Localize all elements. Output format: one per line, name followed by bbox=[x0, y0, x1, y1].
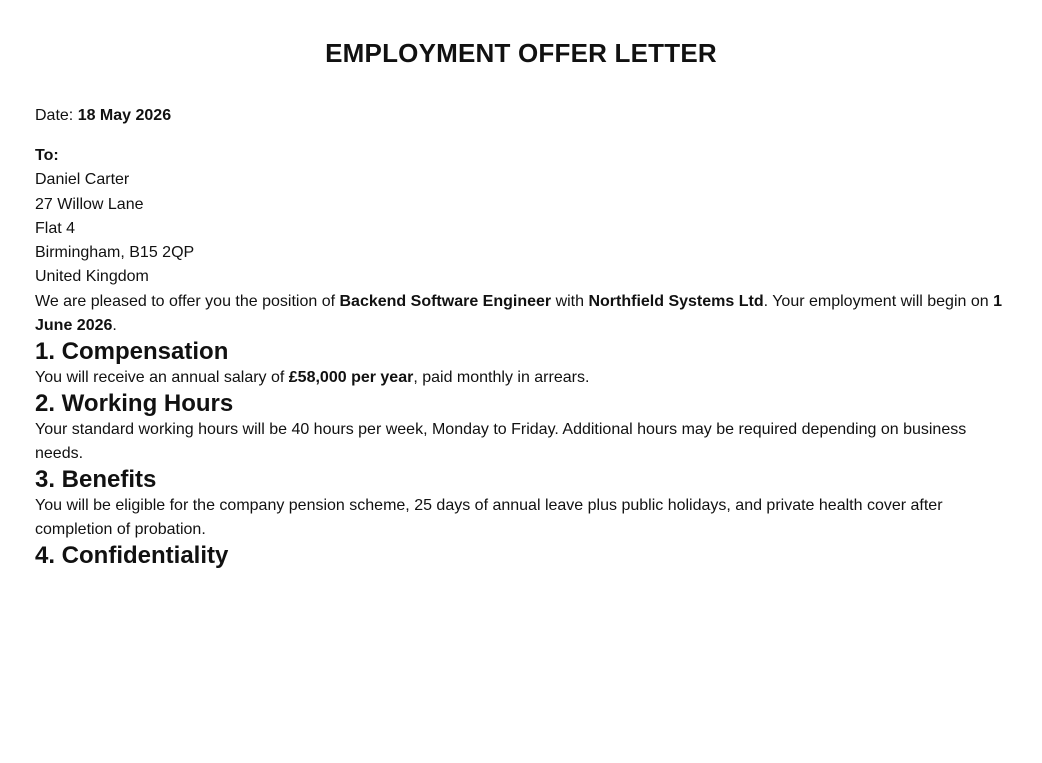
company-name: Northfield Systems Ltd bbox=[588, 292, 764, 310]
benefits-paragraph: You will be eligible for the company pension scheme, 25 days of annual leave plus public holidays, and private health cover after completion of probation. bbox=[35, 496, 943, 538]
recipient-name: Daniel Carter bbox=[35, 171, 130, 189]
intro-paragraph bbox=[35, 290, 1007, 338]
position-title: Backend Software Engineer bbox=[339, 292, 552, 310]
recipient-city: Birmingham, B15 2QP bbox=[35, 244, 195, 262]
salary-amount: £58,000 per year bbox=[288, 368, 414, 386]
recipient-country: United Kingdom bbox=[35, 268, 149, 286]
intro-text: with bbox=[551, 292, 589, 310]
compensation-heading: 1. Compensation bbox=[35, 337, 229, 365]
working-hours-heading: 2. Working Hours bbox=[35, 389, 234, 417]
date-value: 18 May 2026 bbox=[77, 107, 172, 124]
benefits-heading: 3. Benefits bbox=[35, 465, 157, 493]
start-date: 1 June 2026 bbox=[35, 292, 1002, 334]
intro-text: . bbox=[112, 316, 117, 334]
confidentiality-heading: 4. Confidentiality bbox=[35, 541, 229, 569]
document-title: EMPLOYMENT OFFER LETTER bbox=[325, 38, 717, 68]
recipient-flat: Flat 4 bbox=[35, 219, 76, 237]
recipient-street: 27 Willow Lane bbox=[35, 195, 144, 213]
compensation-text: , paid monthly in arrears. bbox=[413, 368, 590, 386]
compensation-paragraph bbox=[35, 366, 1007, 390]
recipient-address bbox=[35, 144, 1007, 290]
date-label: Date: bbox=[35, 107, 78, 124]
intro-text: We are pleased to offer you the position of bbox=[35, 292, 340, 310]
recipient-label: To: bbox=[35, 147, 59, 164]
date-line bbox=[35, 104, 1007, 128]
working-hours-paragraph: Your standard working hours will be 40 hours per week, Monday to Friday. Additional hours may be required depending on business needs. bbox=[35, 420, 967, 462]
intro-text: . Your employment will begin on bbox=[763, 292, 994, 310]
compensation-text: You will receive an annual salary of bbox=[35, 368, 289, 386]
